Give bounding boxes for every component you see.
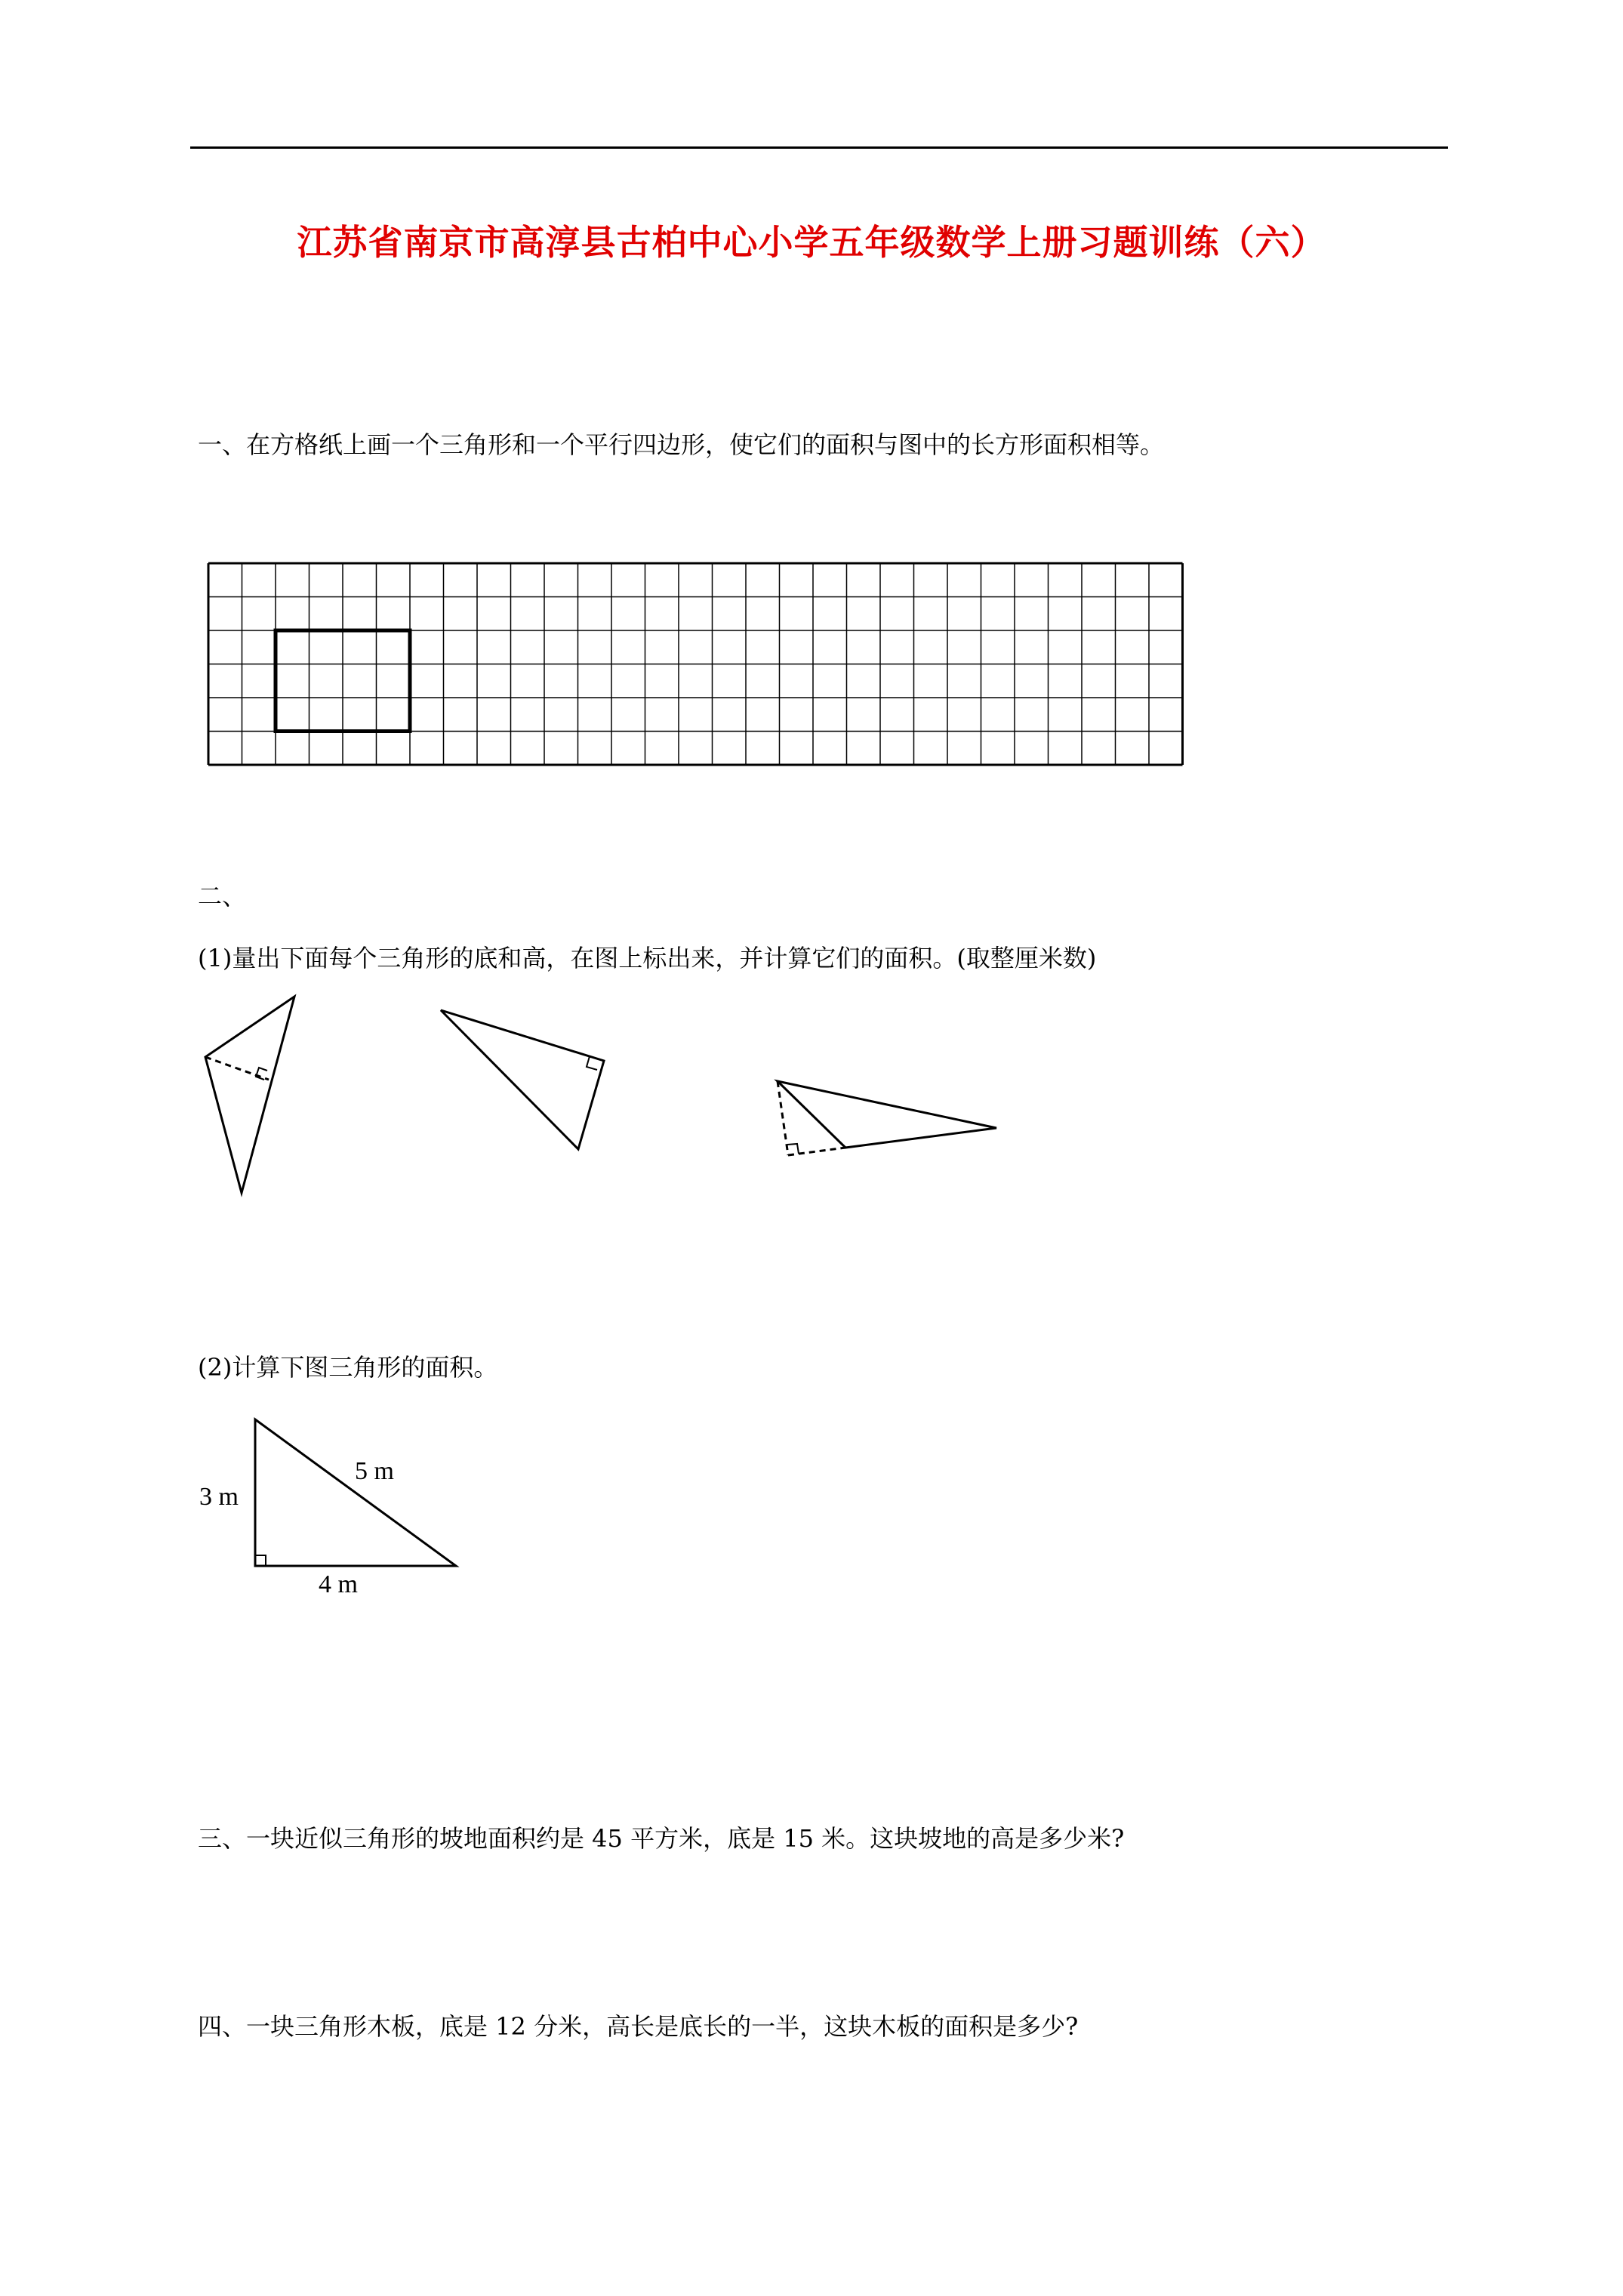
question-2-2-text: (2)计算下图三角形的面积。	[198, 1353, 498, 1382]
triangle-a-height	[205, 1057, 269, 1080]
question-3-text: 三、一块近似三角形的坡地面积约是 45 平方米，底是 15 米。这块坡地的高是多少米?	[198, 1824, 1125, 1853]
side-label-bottom: 4 m	[319, 1570, 358, 1598]
grid-paper	[204, 559, 1208, 778]
page-title: 江苏省南京市高淳县古柏中心小学五年级数学上册习题训练（六）	[297, 222, 1326, 263]
question-2-heading: 二、	[198, 882, 247, 911]
triangle-c-height-line	[778, 1081, 788, 1155]
side-label-hypotenuse: 5 m	[355, 1457, 394, 1485]
triangle-c-base-extension	[788, 1148, 845, 1155]
side-label-vertical: 3 m	[199, 1483, 239, 1511]
triangle-a-right-angle-mark	[256, 1068, 267, 1080]
right-triangle-right-angle-mark	[255, 1555, 266, 1566]
triangle-b-right-angle-mark	[587, 1056, 597, 1070]
top-rule	[190, 146, 1448, 149]
triangle-c-right-angle-mark	[787, 1144, 799, 1154]
question-4-text: 四、一块三角形木板，底是 12 分米，高长是底长的一半，这块木板的面积是多少?	[198, 2012, 1079, 2041]
question-1-text: 一、在方格纸上画一个三角形和一个平行四边形，使它们的面积与图中的长方形面积相等。	[198, 430, 1165, 459]
right-triangle	[255, 1419, 456, 1566]
triangle-a	[205, 997, 294, 1193]
question-2-1-text: (1)量出下面每个三角形的底和高，在图上标出来，并计算它们的面积。(取整厘米数)	[198, 944, 1097, 972]
triangle-c	[778, 1081, 996, 1155]
triangle-b	[441, 1010, 604, 1149]
